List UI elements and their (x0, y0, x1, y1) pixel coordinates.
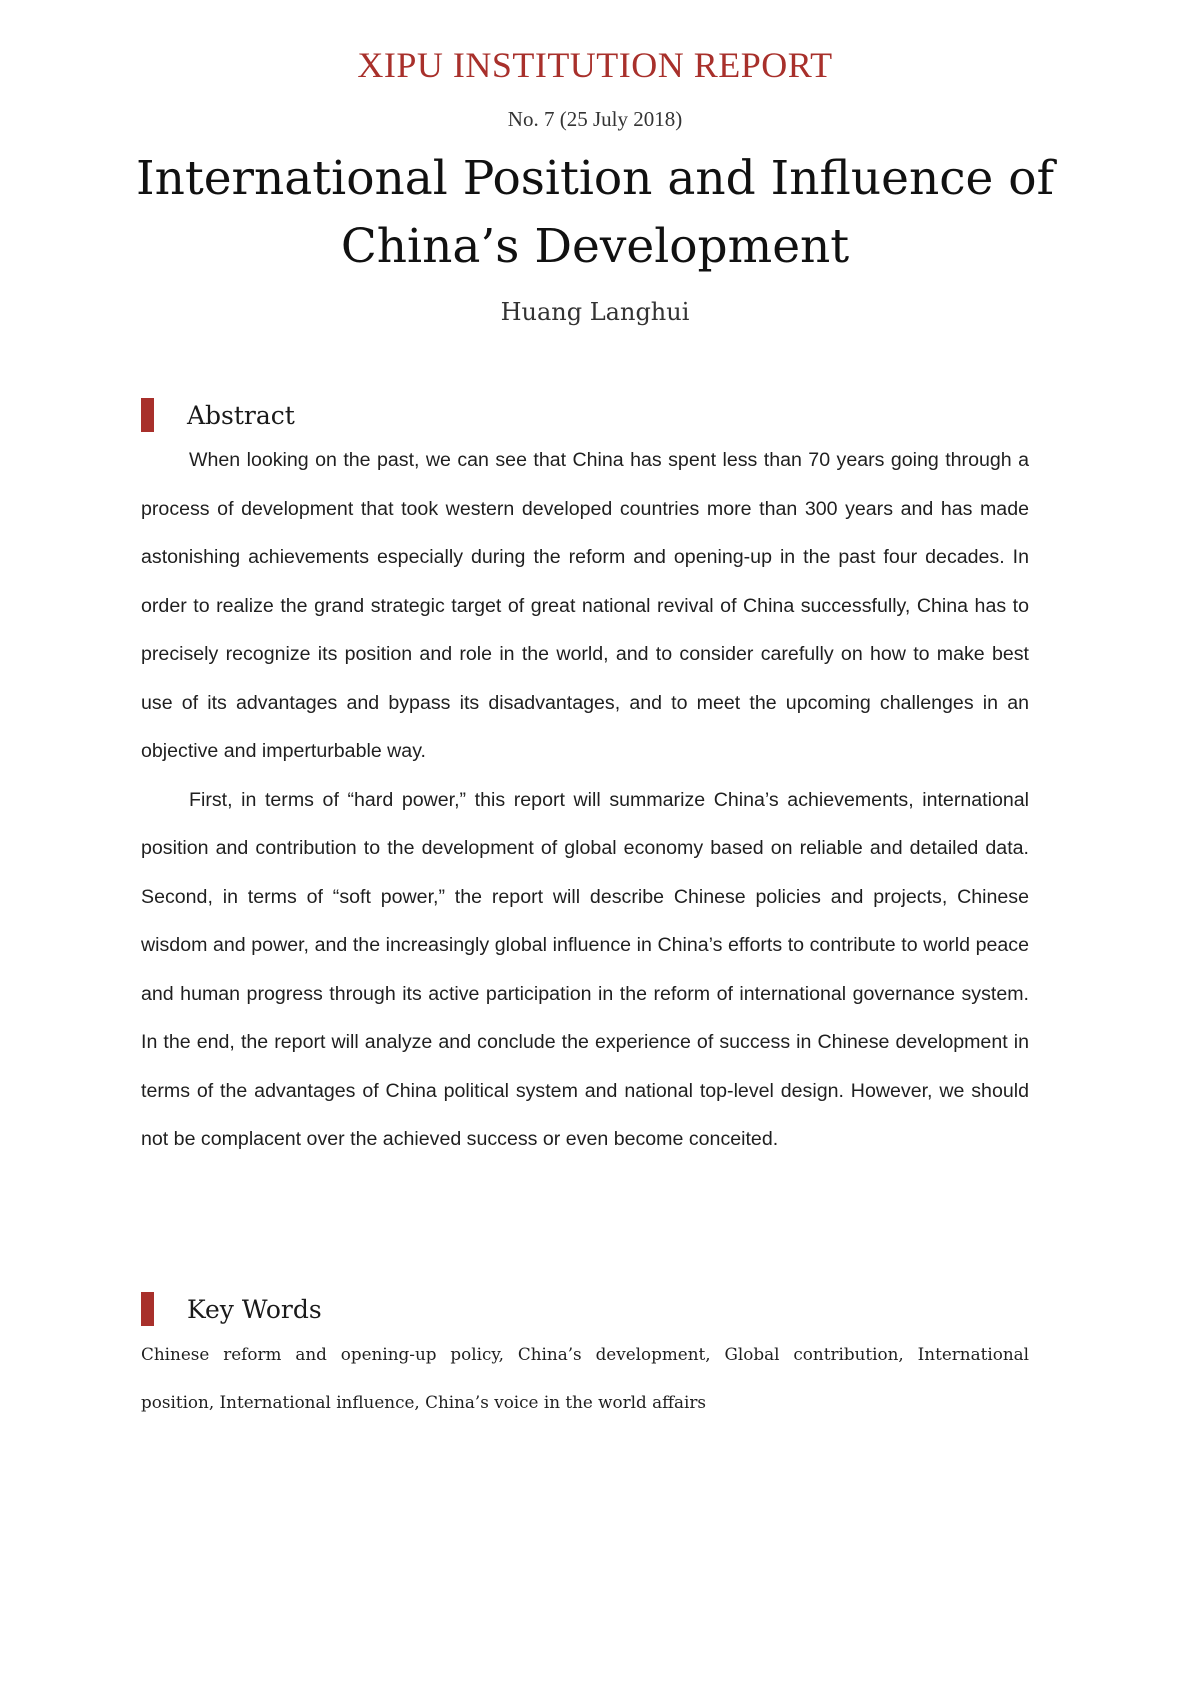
abstract-heading-label: Abstract (187, 400, 295, 430)
abstract-paragraph-1: When looking on the past, we can see that China has spent less than 70 years going through a process of development that took western developed countries more than 300 years and has made astonishing achievements especially during the reform and opening-up in the past four decades. In order to realize the grand strategic target of great national revival of China successfully, China has to precisely recognize its position and role in the world, and to consider carefully on how to make best use of its advantages and bypass its disadvantages, and to meet the upcoming challenges in an objective and imperturbable way. (141, 449, 1029, 762)
abstract-heading-bar (141, 398, 154, 432)
document-title (0, 145, 1190, 281)
institution-title: XIPU INSTITUTION REPORT (357, 45, 833, 85)
keywords-heading-label: Key Words (187, 1294, 322, 1324)
abstract-paragraph-2: First, in terms of “hard power,” this report will summarize China’s achievements, international position and contribution to the development of global economy based on reliable and detailed data. Second, in terms of “soft power,” the report will describe Chinese policies and projects, Chinese wisdom and power, and the increasingly global influence in China’s efforts to contribute to world peace and human progress through its active participation in the reform of international governance system. In the end, the report will analyze and conclude the experience of success in Chinese development in terms of the advantages of China political system and national top-level design. However, we should not be complacent over the achieved success or even become conceited. (141, 788, 1029, 1150)
issue-number: No. 7 (25 July 2018) (507, 107, 683, 131)
keywords-heading-bar (141, 1292, 154, 1326)
keywords-list: Chinese reform and opening-up policy, China’s development, Global contribution, International position, International influence, China’s voice in the world affairs (141, 1344, 1029, 1412)
author-name: Huang Langhui (500, 298, 690, 326)
abstract-heading (141, 398, 295, 432)
document-title-line-1: International Position and Influence of (136, 151, 1054, 206)
abstract-body (141, 436, 1029, 1164)
keywords-heading (141, 1292, 322, 1326)
document-title-line-2: China’s Development (340, 219, 850, 274)
